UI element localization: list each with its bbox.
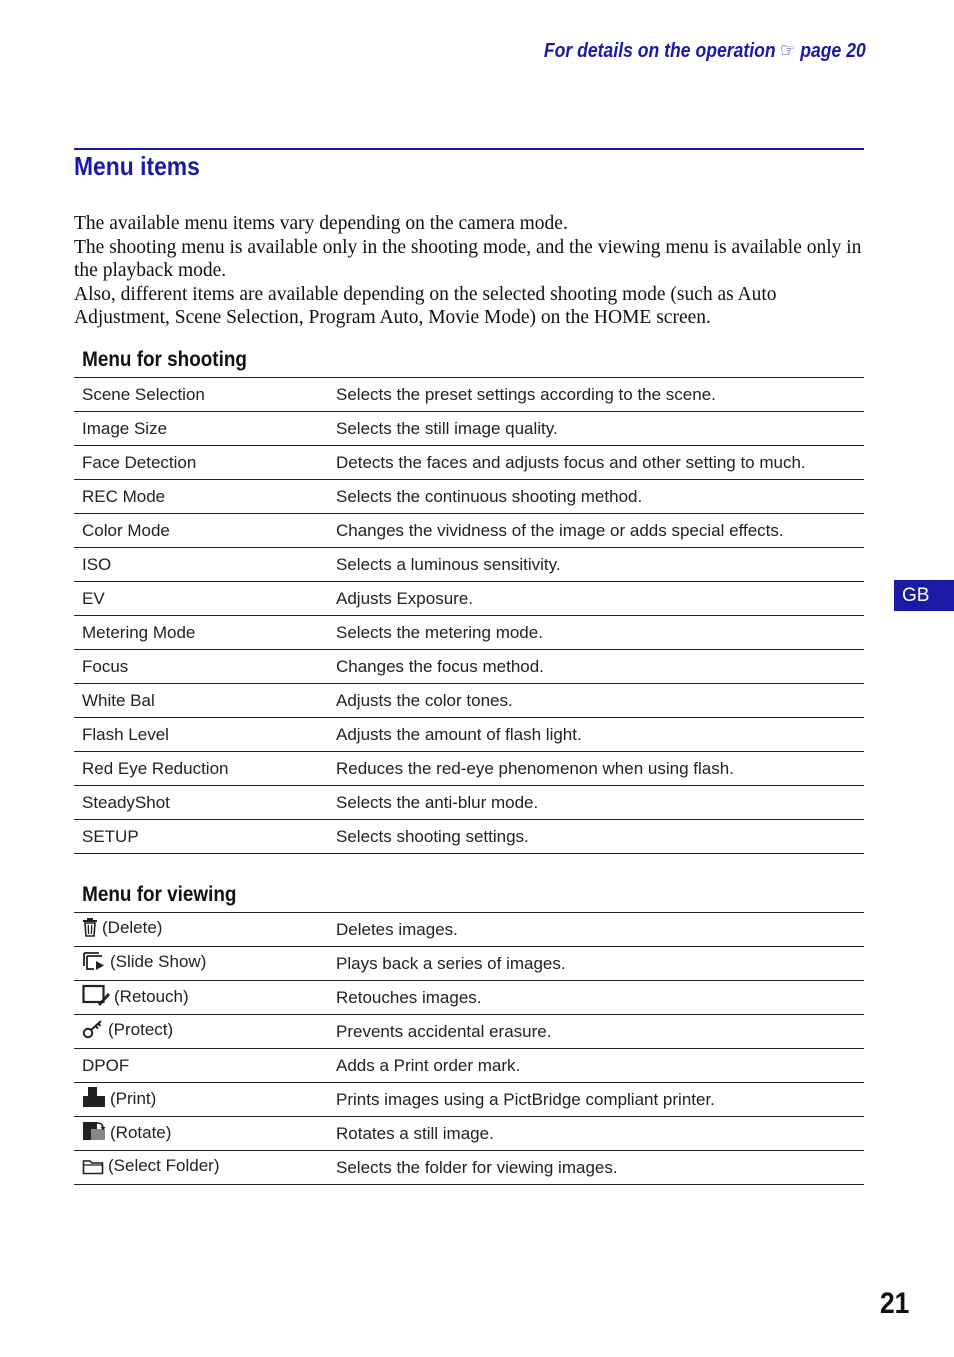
menu-item-label: Face Detection (82, 452, 197, 472)
table-row (74, 1151, 864, 1185)
intro-paragraph: The shooting menu is available only in the shooting mode, and the viewing menu is available only in the playback mode. (74, 236, 862, 282)
menu-item-label: (Retouch) (114, 987, 189, 1006)
menu-item-label: (Protect) (108, 1020, 174, 1039)
menu-item-label: REC Mode (82, 486, 166, 506)
title-rule (74, 148, 864, 150)
menu-item-label: SETUP (82, 826, 139, 846)
viewing-menu-table (74, 912, 864, 1185)
menu-item-label: ISO (82, 554, 112, 574)
page-title: Menu items (74, 151, 200, 181)
menu-item-label: EV (82, 588, 105, 608)
intro-paragraph: The available menu items vary depending on the camera mode. (74, 213, 568, 234)
menu-item-description: Prints images using a PictBridge compliant printer. (328, 1083, 864, 1117)
menu-item-label: Focus (82, 656, 129, 676)
menu-item-cell (74, 1015, 328, 1049)
menu-item-label: (Delete) (102, 918, 163, 937)
trash-icon (82, 917, 98, 942)
table-row (74, 1117, 864, 1151)
page-number: 21 (880, 1287, 910, 1320)
menu-item-description: Reduces the red-eye phenomenon when using flash. (328, 752, 864, 786)
menu-item-cell (74, 947, 328, 981)
table-row (74, 548, 864, 582)
menu-item-cell (74, 616, 328, 650)
section-title: Menu for shooting (82, 348, 247, 371)
menu-item-label: Red Eye Reduction (82, 758, 229, 778)
table-row (74, 786, 864, 820)
menu-item-description: Selects the folder for viewing images. (328, 1151, 864, 1185)
menu-item-cell (74, 582, 328, 616)
slide-show-icon (82, 951, 106, 976)
menu-item-cell (74, 820, 328, 854)
rotate-icon (82, 1120, 106, 1147)
language-tab: GB (894, 580, 954, 611)
table-row (74, 752, 864, 786)
table-row (74, 1083, 864, 1117)
table-row (74, 378, 864, 412)
menu-item-description: Selects the continuous shooting method. (328, 480, 864, 514)
menu-item-description: Prevents accidental erasure. (328, 1015, 864, 1049)
pointing-hand-icon: ☞ (780, 40, 797, 62)
menu-item-description: Selects the anti-blur mode. (328, 786, 864, 820)
table-row (74, 514, 864, 548)
menu-item-label: DPOF (82, 1055, 130, 1075)
table-row (74, 718, 864, 752)
menu-item-description: Retouches images. (328, 981, 864, 1015)
menu-item-cell (74, 1117, 328, 1151)
menu-item-cell (74, 1049, 328, 1083)
retouch-icon (82, 984, 110, 1011)
page-reference[interactable]: page 20 (800, 40, 866, 62)
menu-item-description: Deletes images. (328, 913, 864, 947)
table-row (74, 616, 864, 650)
menu-item-cell (74, 548, 328, 582)
table-row (74, 1049, 864, 1083)
menu-item-description: Selects the still image quality. (328, 412, 864, 446)
table-row (74, 913, 864, 947)
menu-item-label: (Print) (110, 1089, 157, 1108)
menu-item-description: Adjusts the color tones. (328, 684, 864, 718)
intro-text (74, 212, 874, 330)
menu-item-cell (74, 650, 328, 684)
menu-item-description: Adds a Print order mark. (328, 1049, 864, 1083)
menu-item-label: SteadyShot (82, 792, 170, 812)
menu-item-description: Plays back a series of images. (328, 947, 864, 981)
table-row (74, 684, 864, 718)
table-row (74, 480, 864, 514)
menu-item-cell (74, 752, 328, 786)
menu-item-description: Selects a luminous sensitivity. (328, 548, 864, 582)
menu-item-cell (74, 412, 328, 446)
menu-item-label: (Rotate) (110, 1123, 172, 1142)
menu-item-description: Adjusts the amount of flash light. (328, 718, 864, 752)
menu-item-cell (74, 684, 328, 718)
menu-item-label: Scene Selection (82, 384, 205, 404)
menu-item-label: (Select Folder) (108, 1155, 220, 1175)
menu-item-label: (Slide Show) (110, 952, 207, 971)
menu-item-description: Adjusts Exposure. (328, 582, 864, 616)
table-row (74, 1015, 864, 1049)
section-title: Menu for viewing (82, 883, 237, 906)
folder-icon (82, 1157, 104, 1180)
table-row (74, 582, 864, 616)
menu-item-cell (74, 1083, 328, 1117)
menu-item-label: Metering Mode (82, 622, 196, 642)
table-row (74, 650, 864, 684)
menu-item-label: Flash Level (82, 724, 169, 744)
details-text: For details on the operation (544, 40, 776, 62)
menu-item-cell (74, 718, 328, 752)
table-row (74, 412, 864, 446)
menu-item-description: Changes the vividness of the image or adds special effects. (328, 514, 864, 548)
menu-item-description: Detects the faces and adjusts focus and other setting to much. (328, 446, 864, 480)
intro-paragraph: Also, different items are available depending on the selected shooting mode (such as Auto Adjustment, Scene Selection, Program Auto, Movie Mode) on the HOME screen. (74, 283, 777, 329)
viewing-menu-section (74, 878, 864, 1185)
print-icon (82, 1086, 106, 1113)
menu-item-label: White Bal (82, 690, 155, 710)
menu-item-description: Changes the focus method. (328, 650, 864, 684)
menu-item-description: Rotates a still image. (328, 1117, 864, 1151)
menu-item-label: Color Mode (82, 520, 170, 540)
menu-item-cell (74, 446, 328, 480)
table-row (74, 446, 864, 480)
key-icon (82, 1019, 104, 1044)
menu-item-cell (74, 981, 328, 1015)
menu-item-description: Selects the metering mode. (328, 616, 864, 650)
menu-item-label: Image Size (82, 418, 168, 438)
table-row (74, 947, 864, 981)
menu-item-cell (74, 514, 328, 548)
details-reference[interactable] (544, 38, 866, 63)
table-row (74, 820, 864, 854)
menu-item-cell (74, 913, 328, 947)
menu-item-description: Selects shooting settings. (328, 820, 864, 854)
menu-item-description: Selects the preset settings according to the scene. (328, 378, 864, 412)
menu-item-cell (74, 480, 328, 514)
menu-item-cell (74, 1151, 328, 1185)
menu-item-cell (74, 378, 328, 412)
shooting-menu-section (74, 343, 864, 854)
menu-item-cell (74, 786, 328, 820)
shooting-menu-table (74, 377, 864, 854)
table-row (74, 981, 864, 1015)
